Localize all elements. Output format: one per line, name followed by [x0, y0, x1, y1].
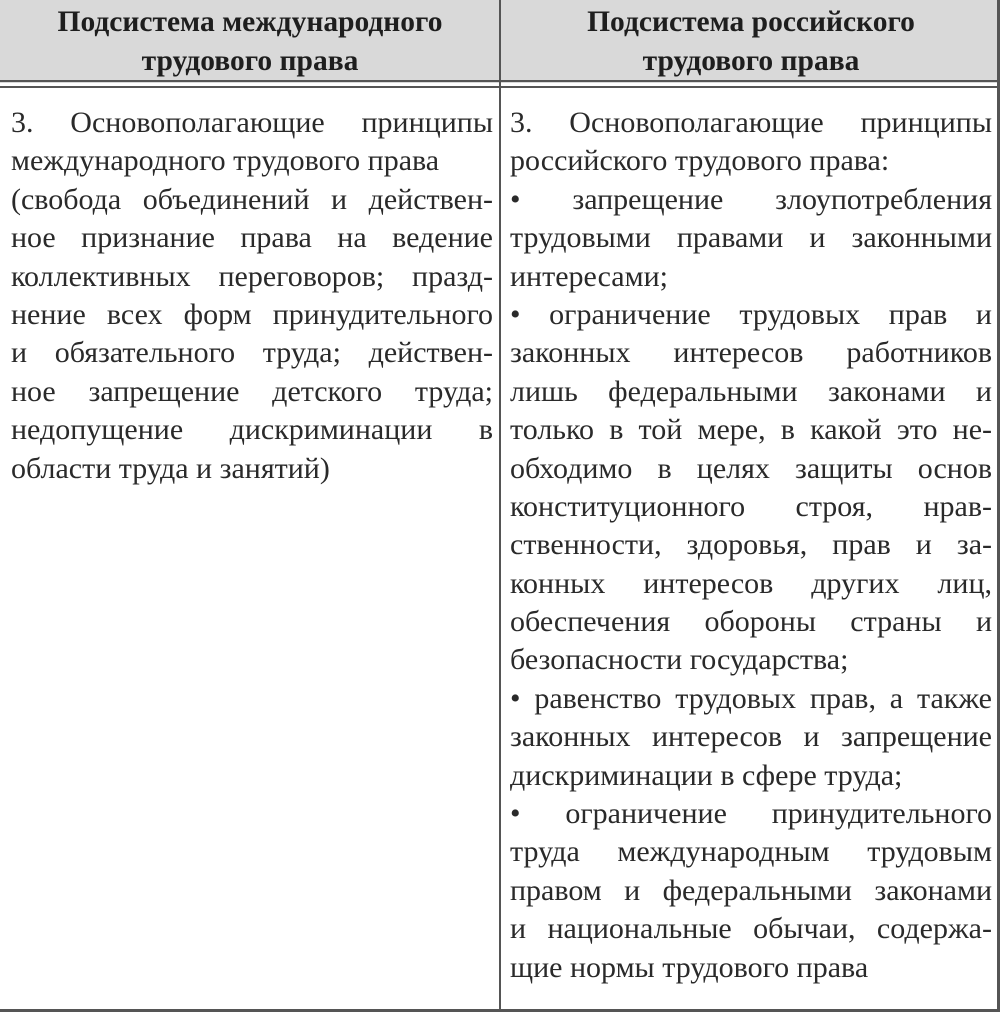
text-line: трудовыми правами и законными	[510, 221, 992, 255]
text-line: и национальные обычаи, содержа-	[510, 912, 992, 946]
header-line: Подсистема международного	[57, 5, 443, 38]
text-line: • ограничение трудовых прав и	[510, 297, 992, 331]
text-line: законных интересов работников	[510, 336, 992, 370]
text-line: интересами;	[510, 259, 668, 293]
text-line: труда международным трудовым	[510, 835, 992, 869]
text-line: области труда и занятий)	[11, 451, 330, 485]
text-line: недопущение дискриминации в	[11, 413, 493, 447]
text-line: • ограничение принудительного	[510, 797, 992, 831]
column-divider	[499, 0, 501, 1012]
text-line: международного трудового права	[11, 144, 440, 178]
cell-russian-principles	[510, 104, 992, 987]
header-line: трудового права	[141, 44, 359, 77]
text-line: обходимо в целях защиты основ	[510, 451, 992, 485]
text-line: щие нормы трудового права	[510, 950, 869, 984]
header-russian	[502, 0, 1000, 83]
text-line: 3. Основополагающие принципы	[510, 106, 992, 139]
text-line: • запрещение злоупотребления	[510, 182, 992, 216]
text-line: ное признание права на ведение	[11, 221, 493, 255]
text-line: (свобода объединений и действен-	[11, 182, 493, 216]
text-line: правом и федеральными законами	[510, 873, 992, 907]
text-line: коллективных переговоров; празд-	[11, 259, 493, 293]
text-line: законных интересов и запрещение	[510, 720, 992, 754]
text-line: ственности, здоровья, прав и за-	[510, 528, 992, 562]
text-line: нение всех форм принудительного	[11, 297, 493, 331]
header-line: Подсистема российского	[587, 5, 915, 38]
text-line: 3. Основополагающие принципы	[11, 106, 493, 139]
text-line: конституционного строя, нрав-	[510, 489, 992, 523]
text-line: дискриминации в сфере труда;	[510, 758, 903, 792]
header-international	[0, 0, 500, 83]
text-line: ное запрещение детского труда;	[11, 374, 493, 408]
text-line: • равенство трудовых прав, а также	[510, 681, 992, 715]
text-line: только в той мере, в какой это не-	[510, 413, 992, 447]
header-line: трудового права	[642, 44, 860, 77]
text-line: безопасности государства;	[510, 643, 849, 677]
text-line: российского трудового права:	[510, 144, 890, 178]
text-line: конных интересов других лиц,	[510, 566, 992, 600]
text-line: обеспечения обороны страны и	[510, 605, 992, 639]
cell-international-principles	[11, 104, 493, 488]
text-line: лишь федеральными законами и	[510, 374, 992, 408]
text-line: и обязательного труда; действен-	[11, 336, 493, 370]
